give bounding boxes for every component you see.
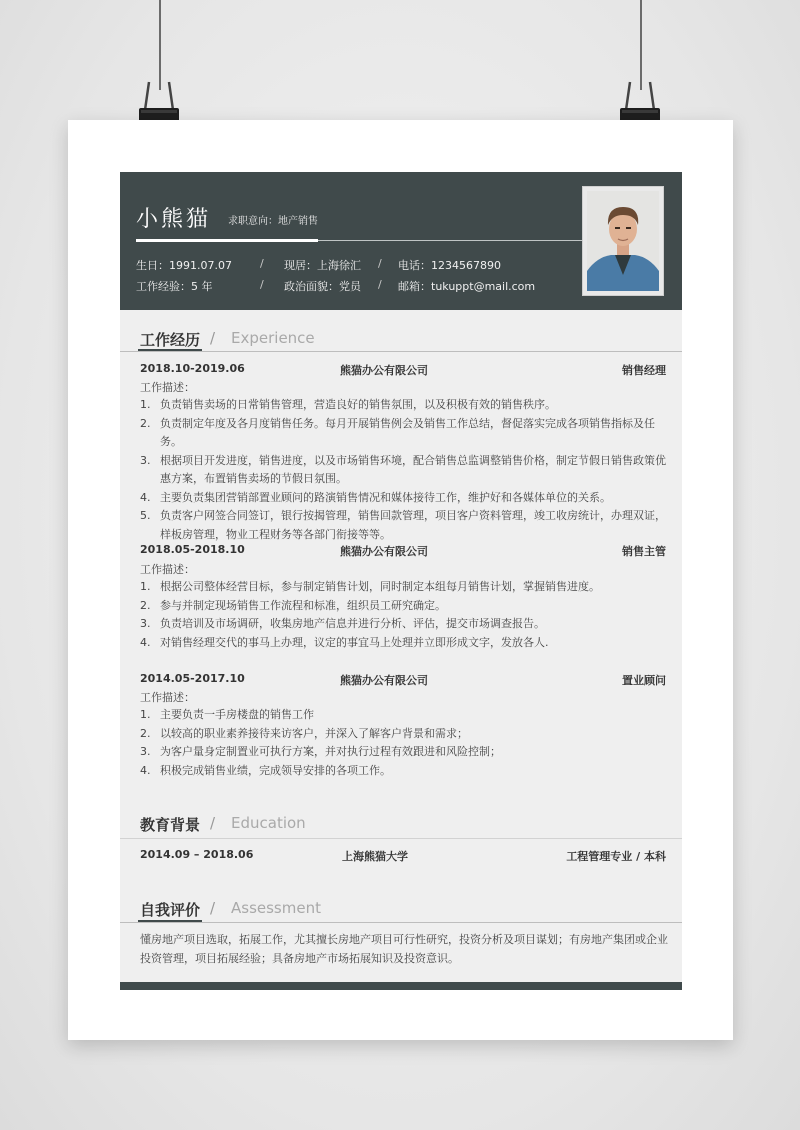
birth-date: 生日：1991.07.07 bbox=[136, 259, 232, 272]
education-section-subtitle: Education bbox=[231, 814, 306, 832]
current-location: 现居：上海徐汇 bbox=[284, 259, 361, 272]
list-item: 5. 负责客户网签合同签订，银行按揭管理，销售回款管理，项目客户资料管理，竣工收房统计，办理双证，样板房管理，物业工程财务等各部门衔接等等。 bbox=[140, 509, 666, 541]
job-duties-list bbox=[140, 578, 670, 652]
section-divider bbox=[120, 838, 682, 839]
list-item: 1. 主要负责一手房楼盘的销售工作 bbox=[140, 708, 314, 721]
resume bbox=[120, 172, 682, 990]
list-item: 3. 为客户量身定制置业可执行方案，并对执行过程有效跟进和风险控制； bbox=[140, 745, 501, 758]
info-separator: / bbox=[378, 257, 382, 270]
assessment-section-title: 自我评价 bbox=[140, 901, 201, 919]
job-company: 熊猫办公有限公司 bbox=[340, 674, 428, 687]
list-item: 3. 根据项目开发进度，销售进度，以及市场销售环境，配合销售总监调整销售价格，制定节假日销售政策优惠方案，布置销售卖场的节假日氛围。 bbox=[140, 453, 666, 485]
section-slash: / bbox=[210, 329, 216, 347]
job-company: 熊猫办公有限公司 bbox=[340, 545, 428, 558]
job-description-label: 工作描述： bbox=[140, 381, 195, 394]
info-separator: / bbox=[260, 257, 264, 270]
footer-bar bbox=[120, 982, 682, 990]
job-role: 销售主管 bbox=[622, 545, 666, 558]
education-date: 2014.09 – 2018.06 bbox=[140, 848, 254, 861]
name-underline bbox=[136, 239, 318, 242]
job-duties-list bbox=[140, 706, 670, 780]
section-slash: / bbox=[210, 814, 216, 832]
list-item: 4. 对销售经理交代的事马上办理，议定的事宜马上处理并立即形成文字，发放各人. bbox=[140, 635, 549, 649]
info-separator: / bbox=[260, 278, 264, 291]
list-item: 4. 主要负责集团营销部置业顾问的路演销售情况和媒体接待工作，维护好和各媒体单位的关系。 bbox=[140, 490, 611, 504]
list-item: 3. 负责培训及市场调研，收集房地产信息并进行分析、评估，提交市场调查报告。 bbox=[140, 617, 545, 630]
job-description-label: 工作描述： bbox=[140, 691, 195, 704]
hanging-string-left bbox=[159, 0, 161, 90]
profile-photo-frame bbox=[582, 186, 664, 296]
education-major: 工程管理专业 / 本科 bbox=[566, 850, 666, 863]
section-slash: / bbox=[210, 899, 216, 917]
job-date: 2018.05-2018.10 bbox=[140, 543, 245, 556]
political-status: 政治面貌：党员 bbox=[284, 280, 361, 293]
phone-number: 电话：1234567890 bbox=[398, 259, 501, 272]
section-divider bbox=[120, 922, 682, 923]
job-duties-list bbox=[140, 396, 670, 544]
list-item: 2. 负责制定年度及各月度销售任务。每月开展销售例会及销售工作总结，督促落实完成各项销售指标及任务。 bbox=[140, 416, 655, 448]
education-section-title: 教育背景 bbox=[140, 816, 201, 834]
candidate-name: 小熊猫 bbox=[136, 207, 212, 232]
email-address: 邮箱：tukuppt@mail.com bbox=[398, 280, 536, 293]
job-intent: 求职意向：地产销售 bbox=[228, 216, 318, 227]
list-item: 2. 参与并制定现场销售工作流程和标准，组织员工研究确定。 bbox=[140, 598, 446, 612]
info-separator: / bbox=[378, 278, 382, 291]
list-item: 1. 根据公司整体经营目标，参与制定销售计划，同时制定本组每月销售计划，掌握销售进度。 bbox=[140, 580, 600, 593]
assessment-section-subtitle: Assessment bbox=[231, 899, 321, 917]
list-item: 1. 负责销售卖场的日常销售管理，营造良好的销售氛围，以及积极有效的销售秩序。 bbox=[140, 398, 556, 411]
job-role: 置业顾问 bbox=[622, 674, 666, 687]
job-description-label: 工作描述： bbox=[140, 563, 195, 576]
work-section-subtitle: Experience bbox=[231, 329, 315, 347]
self-assessment-text: 懂房地产项目选取，拓展工作，尤其擅长房地产项目可行性研究，投资分析及项目谋划；有房地产集团或企业投资管理，项目拓展经验；具备房地产市场拓展知识及投资意识。 bbox=[140, 933, 668, 965]
header-divider bbox=[318, 240, 582, 241]
section-divider bbox=[120, 351, 682, 352]
experience-years: 工作经验：5 年 bbox=[136, 280, 213, 293]
list-item: 4. 积极完成销售业绩，完成领导安排的各项工作。 bbox=[140, 763, 391, 777]
job-date: 2014.05-2017.10 bbox=[140, 672, 245, 685]
hanging-string-right bbox=[640, 0, 642, 90]
list-item: 2. 以较高的职业素养接待来访客户，并深入了解客户背景和需求； bbox=[140, 726, 468, 740]
resume-header bbox=[120, 172, 682, 310]
education-school: 上海熊猫大学 bbox=[342, 850, 408, 863]
profile-photo bbox=[587, 191, 659, 291]
job-role: 销售经理 bbox=[622, 364, 666, 377]
job-date: 2018.10-2019.06 bbox=[140, 362, 245, 375]
job-company: 熊猫办公有限公司 bbox=[340, 364, 428, 377]
work-section-title: 工作经历 bbox=[140, 331, 201, 349]
